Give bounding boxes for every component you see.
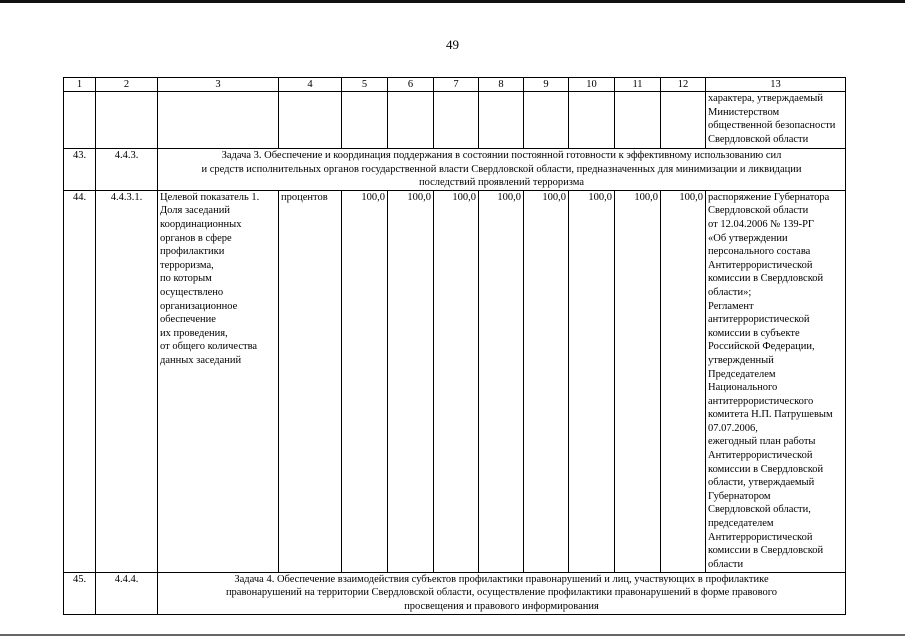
cell-empty: [569, 92, 615, 149]
column-header: 8: [479, 78, 524, 92]
text-line: Доля заседаний: [160, 205, 230, 217]
value-cell: 100,0: [388, 190, 434, 572]
column-header: 10: [569, 78, 615, 92]
text-line: Свердловской области,: [708, 504, 811, 516]
task-description: [158, 572, 846, 614]
indicator-name: [158, 190, 279, 572]
text-line: 07.07.2006,: [708, 422, 758, 434]
source-cell: [706, 92, 846, 149]
unit-cell: процентов: [279, 190, 342, 572]
value-cell: 100,0: [661, 190, 706, 572]
text-line: области, утверждаемый: [708, 477, 815, 489]
text-line: терроризма,: [160, 259, 214, 271]
text-line: Антитеррористической: [708, 450, 813, 462]
text-line: координационных: [160, 218, 242, 230]
cell-empty: [64, 92, 96, 149]
column-header: 11: [615, 78, 661, 92]
column-header: 1: [64, 78, 96, 92]
text-line: от 12.04.2006 № 139-РГ: [708, 218, 814, 230]
value-cell: 100,0: [569, 190, 615, 572]
value-cell: 100,0: [615, 190, 661, 572]
page-bottom-edge: [0, 634, 905, 636]
cell-empty: [279, 92, 342, 149]
text-line: профилактики: [160, 246, 225, 258]
text-line: и средств исполнительных органов государственной власти Свердловской области, предназначенных для минимизации и ликвидации: [201, 163, 802, 175]
text-line: Российской Федерации,: [708, 341, 815, 353]
indicator-row-44: [64, 190, 846, 572]
text-line: правонарушений на территории Свердловской области, осуществление профилактики правонарушений в форме правового: [225, 587, 778, 599]
text-line: персонального состава: [708, 246, 811, 258]
text-line: Регламент: [708, 300, 754, 312]
column-header: 4: [279, 78, 342, 92]
text-line: «Об утверждении: [708, 232, 788, 244]
text-line: осуществлено: [160, 286, 224, 298]
text-line: Национального: [708, 382, 778, 394]
column-header: 5: [342, 78, 388, 92]
text-line: области: [708, 558, 744, 570]
text-line: комитета Н.П. Патрушевым: [708, 409, 833, 421]
value-cell: 100,0: [479, 190, 524, 572]
row-code: 4.4.3.: [96, 149, 158, 191]
task-row-45: [64, 572, 846, 614]
text-line: Антитеррористической: [708, 531, 813, 543]
row-code: 4.4.3.1.: [96, 190, 158, 572]
column-header: 6: [388, 78, 434, 92]
text-line: Свердловской области: [708, 133, 809, 145]
row-number: 43.: [64, 149, 96, 191]
text-line: последствий проявлений терроризма: [418, 177, 585, 189]
cell-empty: [524, 92, 569, 149]
text-line: ежегодный план работы: [708, 436, 816, 448]
continuation-row: [64, 92, 846, 149]
column-header: 12: [661, 78, 706, 92]
value-cell: 100,0: [434, 190, 479, 572]
text-line: Губернатором: [708, 490, 771, 502]
text-line: Свердловской области: [708, 205, 809, 217]
cell-empty: [479, 92, 524, 149]
value-cell: 100,0: [342, 190, 388, 572]
text-line: по которым: [160, 273, 212, 285]
column-header: 13: [706, 78, 846, 92]
text-line: общественной безопасности: [708, 120, 836, 132]
text-line: Председателем: [708, 368, 776, 380]
cell-empty: [158, 92, 279, 149]
page-number: 49: [446, 37, 459, 52]
text-line: органов в сфере: [160, 232, 232, 244]
text-line: комиссии в субъекте: [708, 327, 800, 339]
task-description: [158, 149, 846, 191]
text-line: организационное: [160, 300, 238, 312]
text-line: комиссии в Свердловской: [708, 273, 824, 285]
text-line: Задача 3. Обеспечение и координация поддержания в состоянии постоянной готовности к эффективному использованию сил: [221, 150, 782, 161]
text-line: Задача 4. Обеспечение взаимодействия субъектов профилактики правонарушений и лиц, участвующих в профилактике: [234, 573, 769, 585]
cell-empty: [342, 92, 388, 149]
text-line: антитеррористического: [708, 395, 814, 407]
column-header: 3: [158, 78, 279, 92]
text-line: области»;: [708, 286, 752, 298]
text-line: характера, утверждаемый: [708, 93, 823, 104]
text-line: антитеррористической: [708, 314, 810, 326]
text-line: просвещения и правового информирования: [404, 600, 599, 612]
value-cell: 100,0: [524, 190, 569, 572]
row-number: 44.: [64, 190, 96, 572]
column-numbers-row: [64, 78, 846, 92]
row-code: 4.4.4.: [96, 572, 158, 614]
cell-empty: [96, 92, 158, 149]
text-line: обеспечение: [160, 314, 216, 326]
cell-empty: [615, 92, 661, 149]
column-header: 7: [434, 78, 479, 92]
text-line: их проведения,: [160, 327, 228, 339]
column-header: 2: [96, 78, 158, 92]
cell-empty: [661, 92, 706, 149]
text-line: комиссии в Свердловской: [708, 463, 824, 475]
cell-empty: [434, 92, 479, 149]
text-line: Министерством: [708, 106, 780, 118]
task-row-43: [64, 149, 846, 191]
row-number: 45.: [64, 572, 96, 614]
indicator-table: [63, 77, 846, 615]
text-line: распоряжение Губернатора: [708, 191, 830, 203]
text-line: Антитеррористической: [708, 259, 813, 271]
cell-empty: [388, 92, 434, 149]
text-line: комиссии в Свердловской: [708, 545, 824, 557]
source-cell: [706, 190, 846, 572]
text-line: данных заседаний: [160, 354, 242, 366]
text-line: от общего количества: [160, 341, 258, 353]
text-line: утвержденный: [708, 354, 774, 366]
column-header: 9: [524, 78, 569, 92]
page-top-edge: [0, 0, 905, 3]
text-line: Целевой показатель 1.: [160, 191, 260, 203]
text-line: председателем: [708, 518, 774, 530]
